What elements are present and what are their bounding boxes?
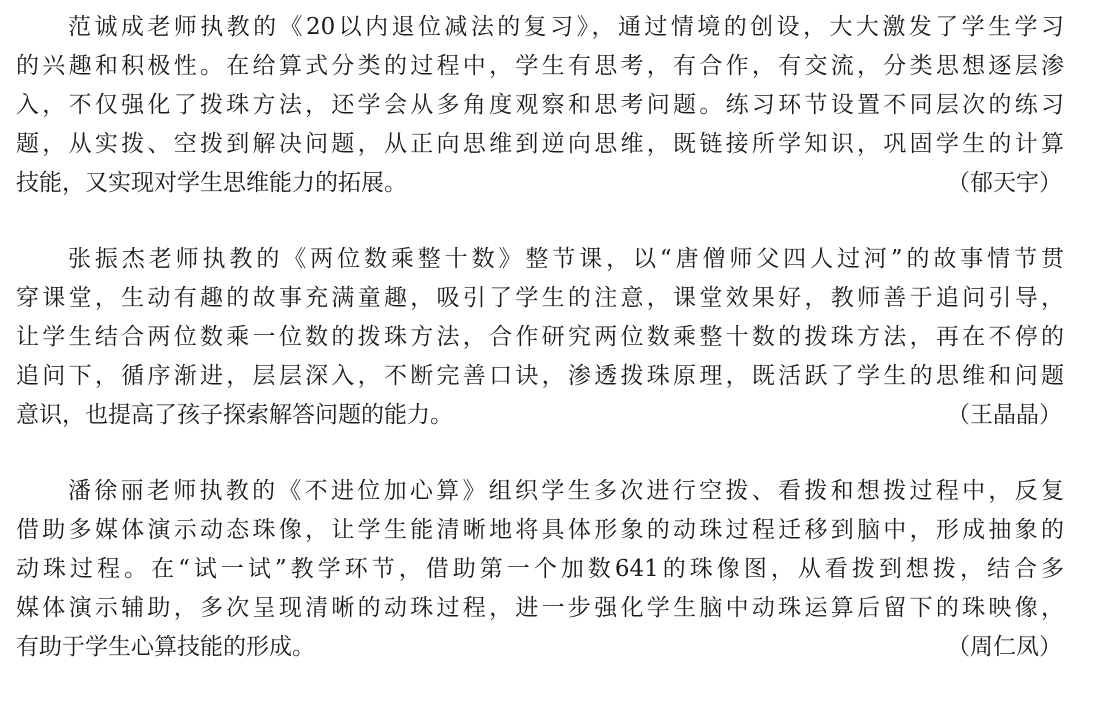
comment-paragraph-1 <box>16 8 1064 203</box>
paragraph-line: 技能，又实现对学生思维能力的拓展。 <box>16 170 407 196</box>
paragraph-line: 题，从实拨、空拨到解决问题，从正向思维到逆向思维，既链接所学知识，巩固学生的计算 <box>16 131 1064 157</box>
paragraph-line: 入，不仅强化了拨珠方法，还学会从多角度观察和思考问题。练习环节设置不同层次的练习 <box>16 92 1064 118</box>
comment-paragraph-2 <box>16 240 1064 435</box>
paragraph-last-line <box>16 164 1064 203</box>
paragraph-spacer <box>16 203 1064 240</box>
paragraph-line: 的兴趣和积极性。在给算式分类的过程中，学生有思考，有合作，有交流，分类思想逐层渗 <box>16 53 1064 79</box>
paragraph-line: 追问下，循序渐进，层层深入，不断完善口诀，渗透拨珠原理，既活跃了学生的思维和问题 <box>16 363 1064 389</box>
paragraph-last-line <box>16 396 1064 435</box>
document-page <box>16 8 1064 667</box>
author-signature: （王晶晶） <box>947 402 1062 428</box>
paragraph-line: 潘徐丽老师执教的《不进位加心算》组织学生多次进行空拨、看拨和想拨过程中，反复 <box>68 478 1064 504</box>
paragraph-last-line <box>16 628 1064 667</box>
paragraph-line: 让学生结合两位数乘一位数的拨珠方法，合作研究两位数乘整十数的拨珠方法，再在不停的 <box>16 324 1064 350</box>
paragraph-spacer <box>16 435 1064 472</box>
author-signature: （周仁凤） <box>947 634 1062 660</box>
paragraph-line: 意识，也提高了孩子探索解答问题的能力。 <box>16 402 453 428</box>
paragraph-line: 媒体演示辅助，多次呈现清晰的动珠过程，进一步强化学生脑中动珠运算后留下的珠映像， <box>16 595 1064 621</box>
paragraph-line: 借助多媒体演示动态珠像，让学生能清晰地将具体形象的动珠过程迁移到脑中，形成抽象的 <box>16 517 1064 543</box>
paragraph-line: 张振杰老师执教的《两位数乘整十数》整节课，以“唐僧师父四人过河”的故事情节贯 <box>68 246 1064 272</box>
paragraph-line: 动珠过程。在“试一试”教学环节，借助第一个加数641的珠像图，从看拨到想拨，结合多 <box>16 556 1064 582</box>
paragraph-line: 范诚成老师执教的《20以内退位减法的复习》，通过情境的创设，大大激发了学生学习 <box>68 14 1064 40</box>
comment-paragraph-3 <box>16 472 1064 667</box>
paragraph-line: 穿课堂，生动有趣的故事充满童趣，吸引了学生的注意，课堂效果好，教师善于追问引导， <box>16 285 1064 311</box>
paragraph-line: 有助于学生心算技能的形成。 <box>16 634 315 660</box>
author-signature: （郁天宇） <box>947 170 1062 196</box>
